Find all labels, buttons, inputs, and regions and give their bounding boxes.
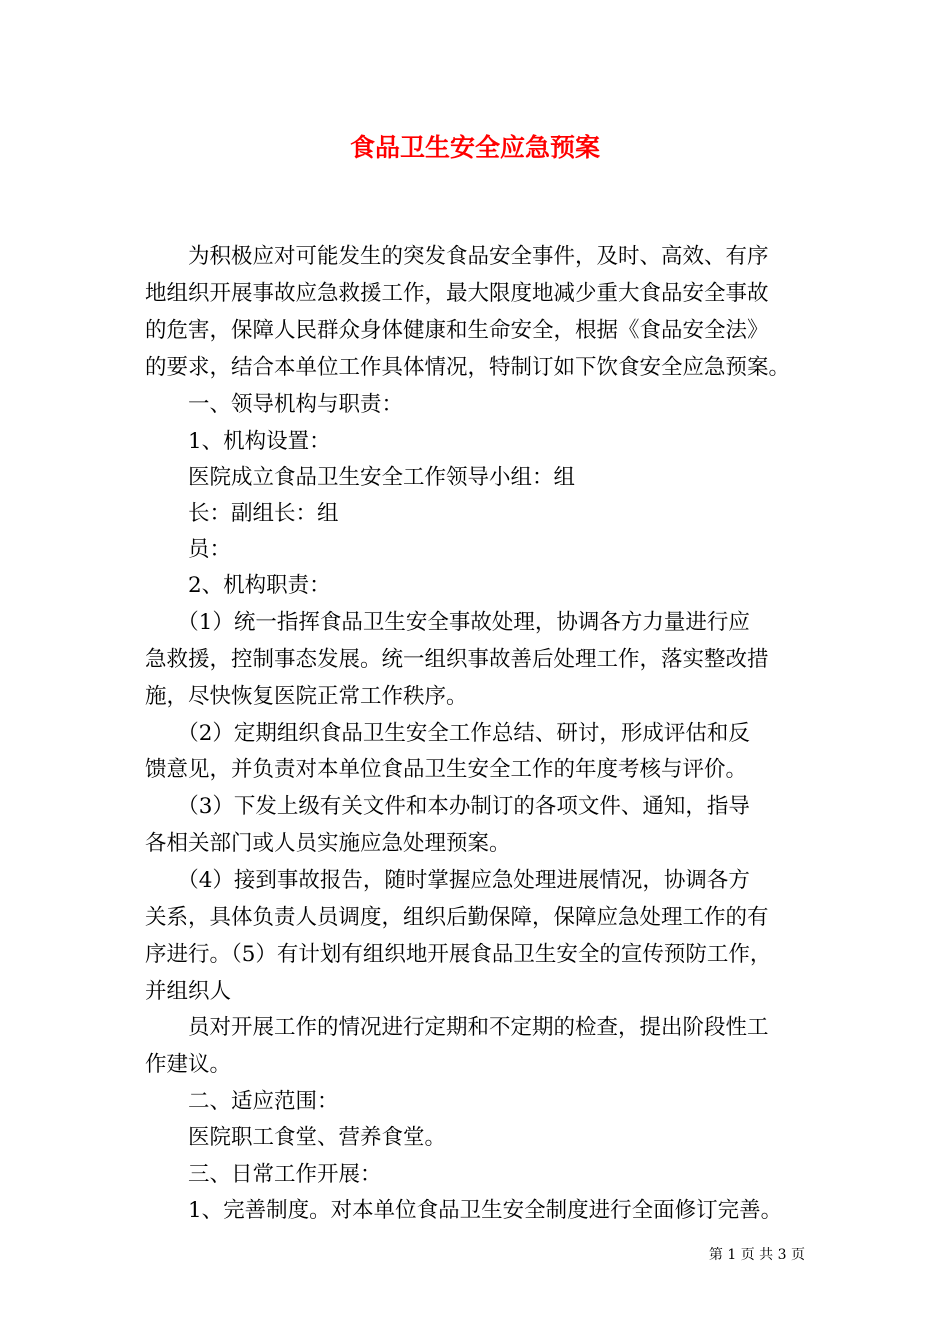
body-line: （3）下发上级有关文件和本办制订的各项文件、通知，指导 [145,794,750,819]
body-line: 为积极应对可能发生的突发食品安全事件，及时、高效、有序 [145,244,769,269]
body-line: 序进行。（5）有计划有组织地开展食品卫生安全的宣传预防工作， [145,942,772,967]
body-line: 医院职工食堂、营养食堂。 [145,1125,447,1150]
body-line: 并组织人 [145,979,232,1004]
body-line: 一、领导机构与职责： [145,392,404,417]
body-line: 施，尽快恢复医院正常工作秩序。 [145,684,468,709]
body-line: 的危害，保障人民群众身体健康和生命安全，根据《食品安全法》 [145,318,769,343]
body-line: 作建议。 [145,1052,232,1077]
body-line: 的要求，结合本单位工作具体情况，特制订如下饮食安全应急预案。 [145,355,791,380]
body-line: 1、完善制度。对本单位食品卫生安全制度进行全面修订完善。 [145,1198,783,1223]
body-line: 三、日常工作开展： [145,1162,382,1187]
document-title: 食品卫生安全应急预案 [349,133,600,162]
body-line: 员： [145,537,232,562]
body-line: 急救援，控制事态发展。统一组织事故善后处理工作，落实整改措 [145,647,769,672]
body-line: （4）接到事故报告，随时掌握应急处理进展情况，协调各方 [145,868,750,893]
body-line: （2）定期组织食品卫生安全工作总结、研讨，形成评估和反 [145,721,750,746]
body-line: 医院成立食品卫生安全工作领导小组：组 [145,465,576,490]
body-line: 地组织开展事故应急救援工作，最大限度地减少重大食品安全事故 [145,281,769,306]
body-line: 各相关部门或人员实施应急处理预案。 [145,831,511,856]
body-line: 二、适应范围： [145,1089,339,1114]
body-line: 1、机构设置： [145,429,331,454]
page-number: 第 1 页 共 3 页 [708,1247,805,1263]
body-line: 长：副组长：组 [145,501,339,526]
body-line: 关系，具体负责人员调度，组织后勤保障，保障应急处理工作的有 [145,905,769,930]
body-line: 馈意见，并负责对本单位食品卫生安全工作的年度考核与评价。 [145,757,748,782]
body-line: （1）统一指挥食品卫生安全事故处理，协调各方力量进行应 [145,610,750,635]
body-line: 2、机构职责： [145,573,331,598]
body-line: 员对开展工作的情况进行定期和不定期的检查，提出阶段性工 [145,1015,769,1040]
